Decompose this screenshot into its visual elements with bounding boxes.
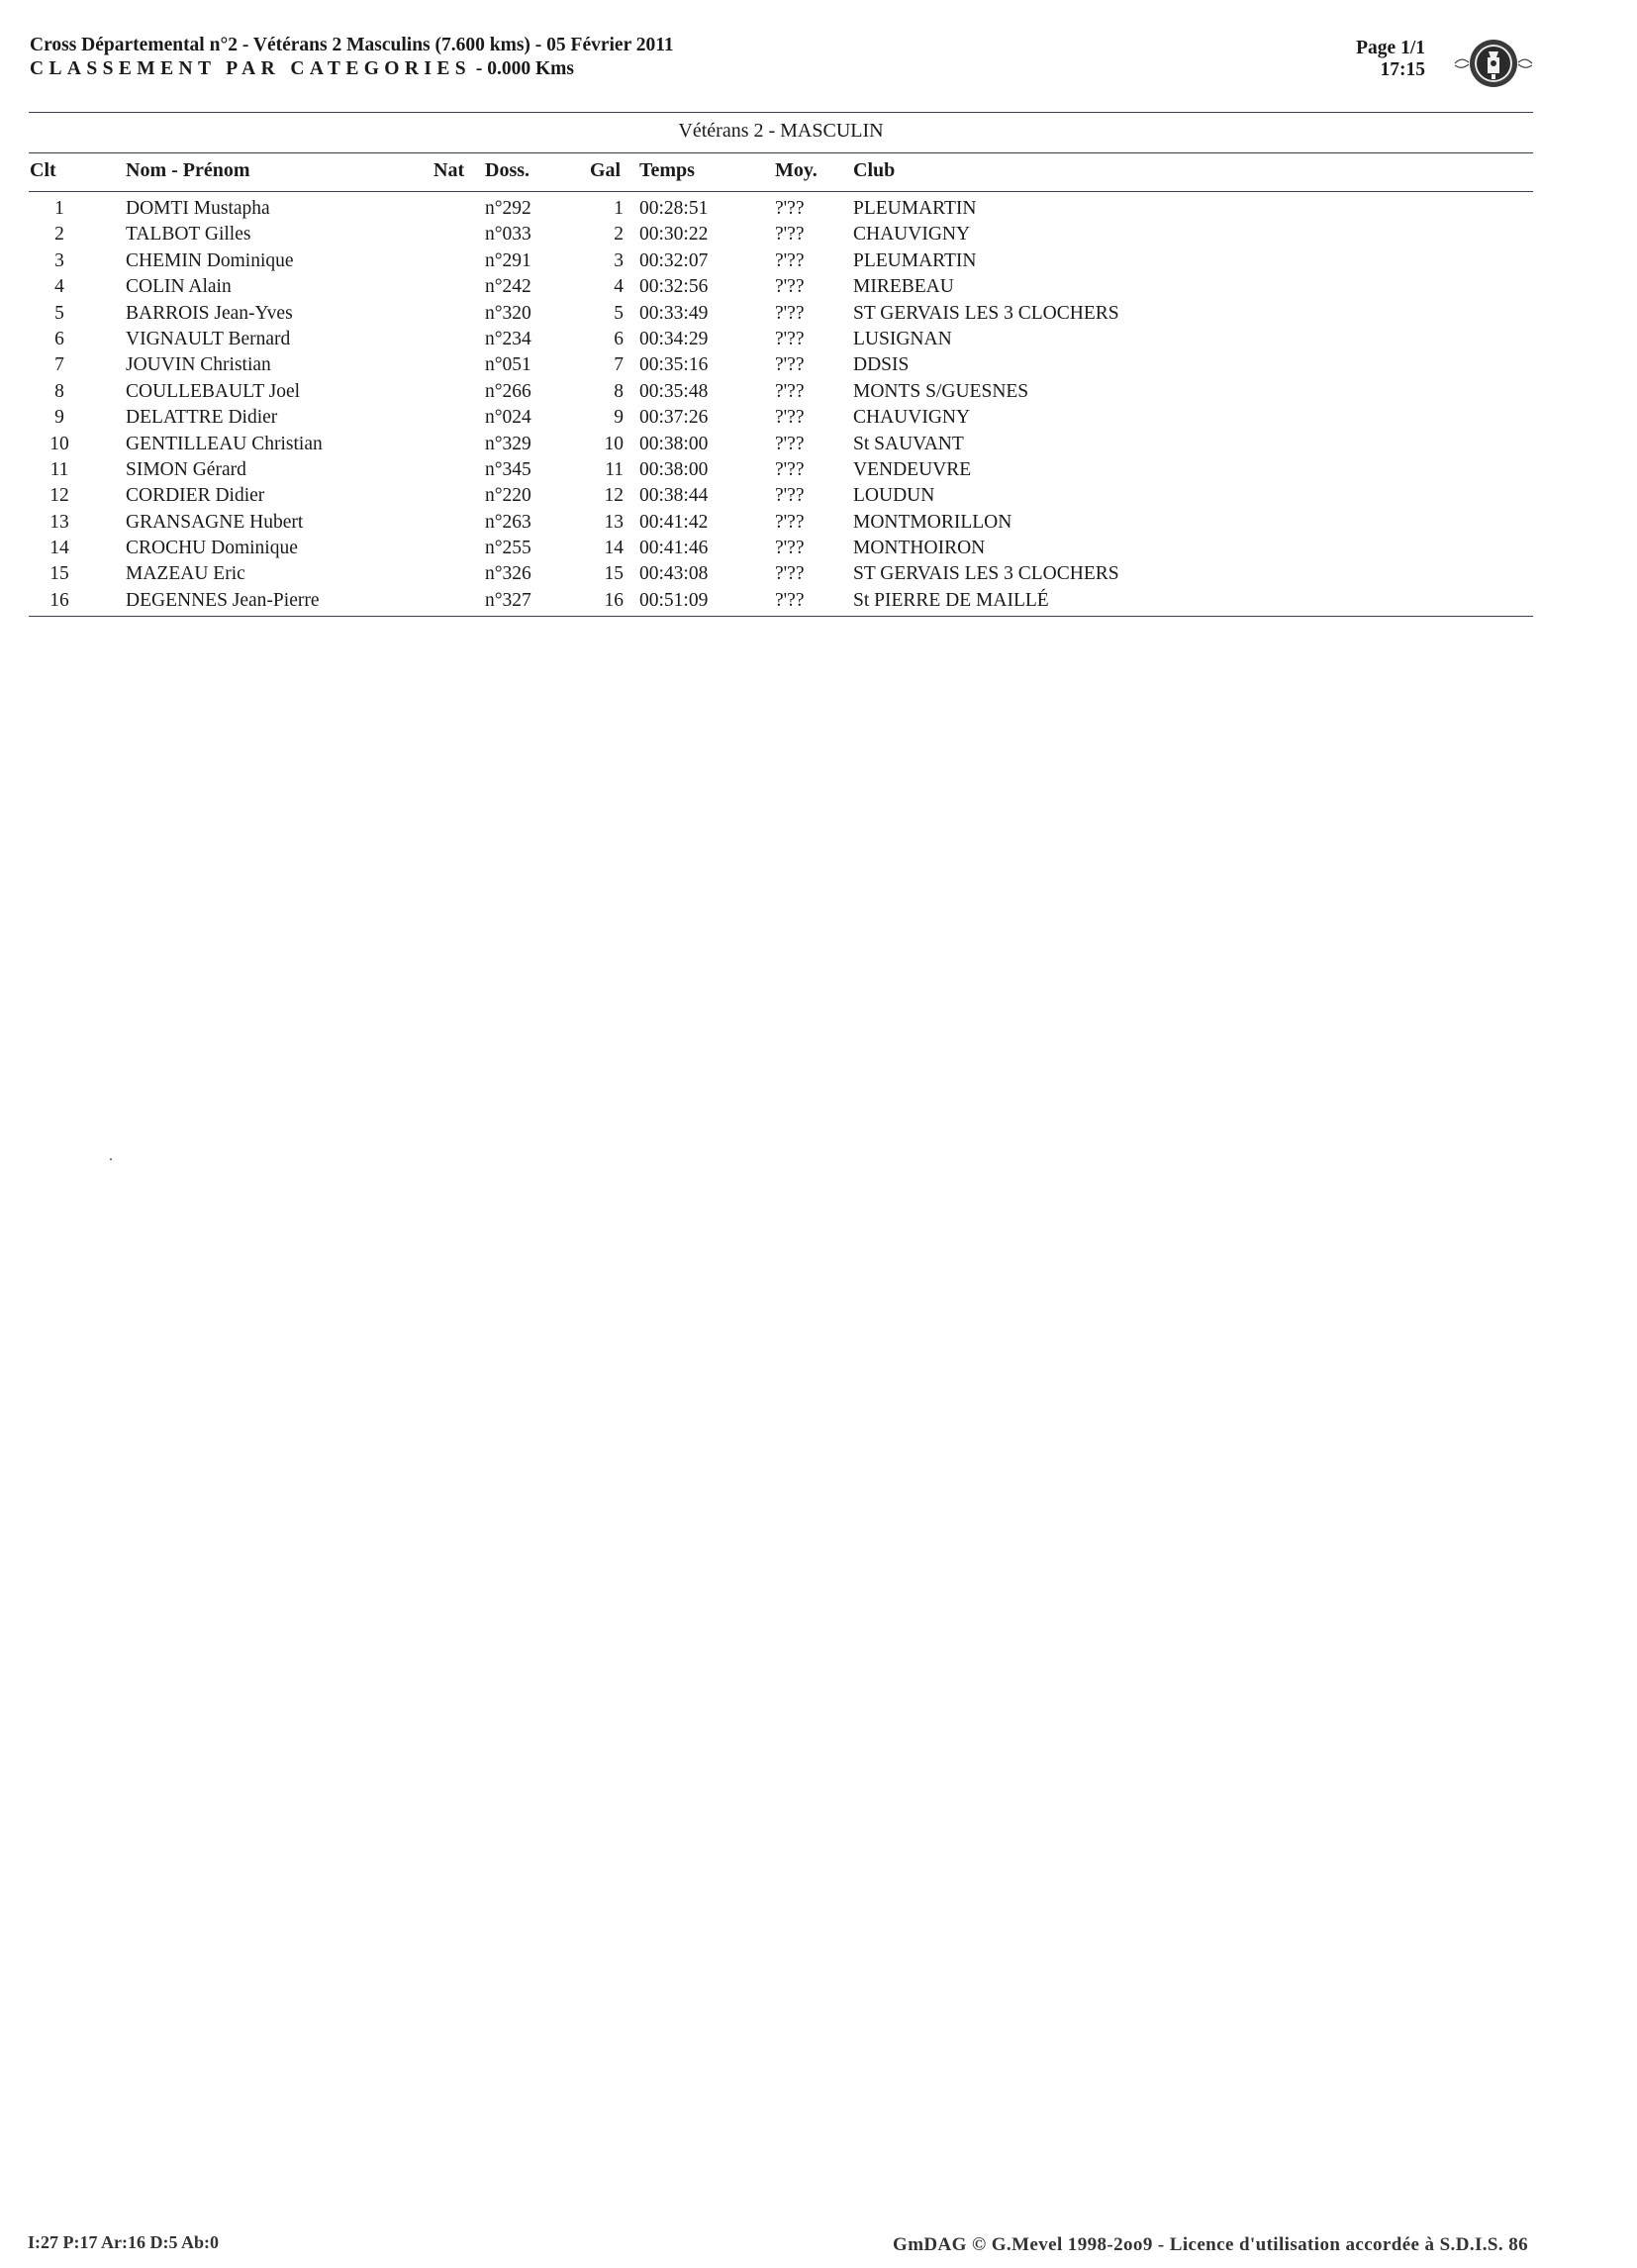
time-cell: 00:41:42 [639,511,709,533]
rank-cell: 2 [54,224,64,246]
time-cell: 00:38:00 [639,458,709,480]
club-cell: ST GERVAIS LES 3 CLOCHERS [853,563,1119,585]
column-header-divider [29,191,1533,192]
fire-brigade-emblem-icon [1451,36,1536,91]
table-row [0,561,1637,587]
rank-cell: 12 [49,485,69,507]
average-cell: ?'?? [775,354,805,376]
table-row [0,457,1637,483]
average-cell: ?'?? [775,485,805,507]
table-row [0,483,1637,509]
overall-rank-cell: 3 [614,249,624,271]
name-cell: COULLEBAULT Joel [126,380,301,402]
table-row [0,536,1637,561]
bib-cell: n°326 [485,563,531,585]
club-cell: VENDEUVRE [853,458,972,480]
bib-cell: n°327 [485,589,531,611]
time-cell: 00:33:49 [639,302,709,324]
club-cell: DDSIS [853,354,910,376]
overall-rank-cell: 8 [614,380,624,402]
name-cell: DELATTRE Didier [126,407,278,429]
club-cell: ST GERVAIS LES 3 CLOCHERS [853,302,1119,324]
bib-cell: n°292 [485,198,531,219]
rank-cell: 15 [49,563,69,585]
bib-cell: n°329 [485,433,531,454]
average-cell: ?'?? [775,198,805,219]
club-cell: MONTMORILLON [853,511,1012,533]
name-cell: BARROIS Jean-Yves [126,302,293,324]
time-cell: 00:35:48 [639,380,709,402]
average-cell: ?'?? [775,563,805,585]
column-header-name: Nom - Prénom [126,159,250,181]
name-cell: MAZEAU Eric [126,563,245,585]
name-cell: SIMON Gérard [126,458,246,480]
results-table [0,196,1637,614]
category-divider [29,152,1533,153]
club-cell: PLEUMARTIN [853,198,977,219]
rank-cell: 16 [49,589,69,611]
print-time: 17:15 [1380,59,1425,80]
average-cell: ?'?? [775,407,805,429]
name-cell: GENTILLEAU Christian [126,433,323,454]
name-cell: DEGENNES Jean-Pierre [126,589,320,611]
table-row [0,327,1637,352]
average-cell: ?'?? [775,249,805,271]
club-cell: St SAUVANT [853,433,964,454]
rank-cell: 4 [54,276,64,298]
column-header-temps: Temps [639,159,695,181]
overall-rank-cell: 15 [604,563,624,585]
table-bottom-divider [29,616,1533,617]
time-cell: 00:41:46 [639,538,709,559]
bib-cell: n°033 [485,224,531,246]
average-cell: ?'?? [775,224,805,246]
column-header-moy: Moy. [775,159,818,181]
name-cell: CROCHU Dominique [126,538,298,559]
average-cell: ?'?? [775,302,805,324]
time-cell: 00:34:29 [639,328,709,349]
overall-rank-cell: 2 [614,224,624,246]
overall-rank-cell: 14 [604,538,624,559]
event-title: Cross Départemental n°2 - Vétérans 2 Masculins (7.600 kms) - 05 Février 2011 [30,35,674,55]
table-row [0,432,1637,457]
club-cell: St PIERRE DE MAILLÉ [853,589,1049,611]
page-info [1356,38,1425,81]
name-cell: GRANSAGNE Hubert [126,511,304,533]
rank-cell: 3 [54,249,64,271]
club-cell: CHAUVIGNY [853,224,971,246]
time-cell: 00:43:08 [639,563,709,585]
average-cell: ?'?? [775,433,805,454]
table-row [0,510,1637,536]
overall-rank-cell: 13 [604,511,624,533]
table-row [0,222,1637,247]
average-cell: ?'?? [775,328,805,349]
time-cell: 00:28:51 [639,198,709,219]
overall-rank-cell: 1 [614,198,624,219]
header-divider [29,112,1533,113]
time-cell: 00:32:56 [639,276,709,298]
overall-rank-cell: 5 [614,302,624,324]
rank-cell: 11 [49,458,69,480]
table-row [0,301,1637,327]
table-row [0,274,1637,300]
club-cell: LUSIGNAN [853,328,952,349]
club-cell: LOUDUN [853,485,935,507]
table-row [0,379,1637,405]
club-cell: CHAUVIGNY [853,407,971,429]
bib-cell: n°291 [485,249,531,271]
overall-rank-cell: 6 [614,328,624,349]
time-cell: 00:35:16 [639,354,709,376]
name-cell: TALBOT Gilles [126,224,251,246]
bib-cell: n°266 [485,380,531,402]
average-cell: ?'?? [775,458,805,480]
bib-cell: n°263 [485,511,531,533]
club-cell: MONTHOIRON [853,538,986,559]
footer-stats: I:27 P:17 Ar:16 D:5 Ab:0 [28,2232,219,2252]
name-cell: VIGNAULT Bernard [126,328,291,349]
time-cell: 00:38:44 [639,485,709,507]
time-cell: 00:51:09 [639,589,709,611]
scan-speck [110,1158,112,1160]
club-cell: PLEUMARTIN [853,249,977,271]
bib-cell: n°024 [485,407,531,429]
page-number: Page 1/1 [1356,38,1425,58]
table-row [0,248,1637,274]
overall-rank-cell: 4 [614,276,624,298]
table-row [0,196,1637,222]
table-row [0,588,1637,614]
overall-rank-cell: 9 [614,407,624,429]
rank-cell: 8 [54,380,64,402]
table-row [0,352,1637,378]
bib-cell: n°345 [485,458,531,480]
overall-rank-cell: 11 [605,458,624,480]
average-cell: ?'?? [775,589,805,611]
overall-rank-cell: 16 [604,589,624,611]
table-row [0,405,1637,431]
name-cell: DOMTI Mustapha [126,198,270,219]
overall-rank-cell: 12 [604,485,624,507]
rank-cell: 1 [54,198,64,219]
club-cell: MIREBEAU [853,276,954,298]
rank-cell: 9 [54,407,64,429]
overall-rank-cell: 10 [604,433,624,454]
overall-rank-cell: 7 [614,354,624,376]
column-header-doss: Doss. [485,159,530,181]
club-cell: MONTS S/GUESNES [853,380,1029,402]
bib-cell: n°051 [485,354,531,376]
name-cell: JOUVIN Christian [126,354,271,376]
footer-copyright: GmDAG © G.Mevel 1998-2oo9 - Licence d'utilisation accordée à S.D.I.S. 86 [893,2234,1528,2255]
bib-cell: n°320 [485,302,531,324]
rank-cell: 5 [54,302,64,324]
ranking-subtitle [30,57,674,81]
time-cell: 00:37:26 [639,407,709,429]
average-cell: ?'?? [775,538,805,559]
bib-cell: n°220 [485,485,531,507]
rank-cell: 10 [49,433,69,454]
time-cell: 00:30:22 [639,224,709,246]
time-cell: 00:38:00 [639,433,709,454]
rank-cell: 6 [54,328,64,349]
name-cell: CHEMIN Dominique [126,249,294,271]
average-cell: ?'?? [775,276,805,298]
bib-cell: n°242 [485,276,531,298]
average-cell: ?'?? [775,511,805,533]
average-cell: ?'?? [775,380,805,402]
column-header-nat: Nat [433,159,465,181]
name-cell: COLIN Alain [126,276,232,298]
document-header [30,34,674,81]
rank-cell: 13 [49,511,69,533]
rank-cell: 7 [54,354,64,376]
bib-cell: n°255 [485,538,531,559]
column-header-clt: Clt [30,159,56,181]
name-cell: CORDIER Didier [126,485,265,507]
category-title: Vétérans 2 - MASCULIN [678,120,884,142]
time-cell: 00:32:07 [639,249,709,271]
ranking-subtitle-label: CLASSEMENT PAR CATEGORIES [30,58,471,79]
ranking-subtitle-distance: - 0.000 Kms [475,58,574,79]
column-header-club: Club [853,159,896,181]
bib-cell: n°234 [485,328,531,349]
column-header-gal: Gal [590,159,622,181]
rank-cell: 14 [49,538,69,559]
